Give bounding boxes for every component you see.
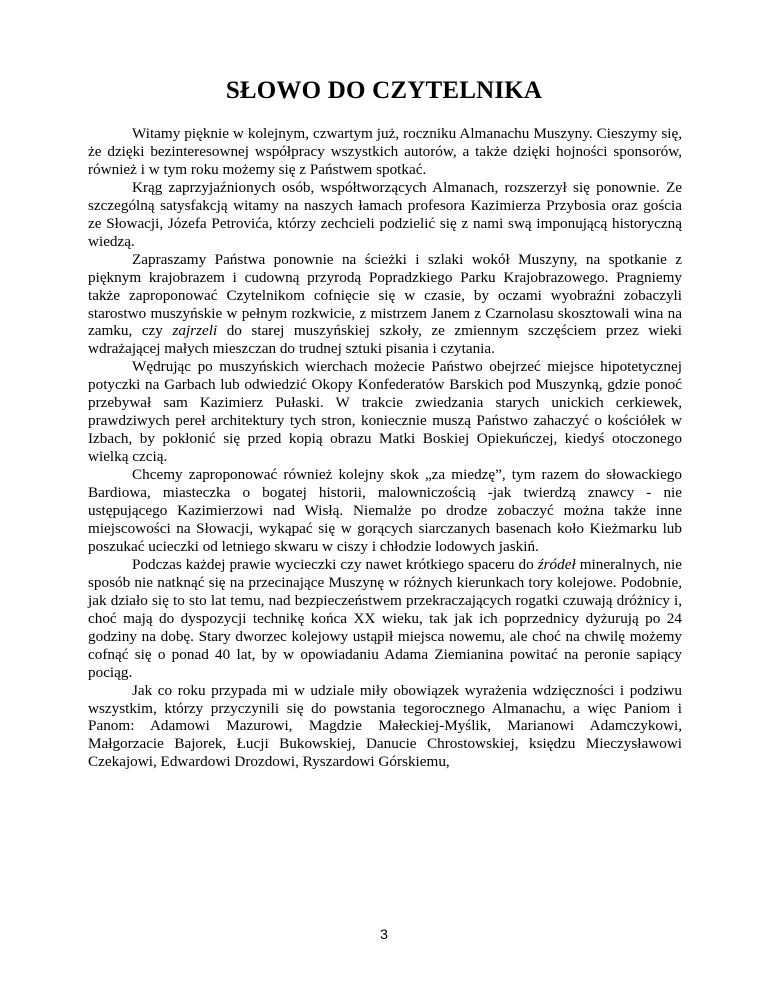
paragraph-3-text-before: Zapraszamy Państwa ponownie na ścieżki i szlaki wokół Muszyny, na spotkanie z pięknym krajobrazem i cudowną przyrodą Popradzkiego Parku Krajobrazowego. Pragniemy także zaproponować Czytelnikom cofnięcie się w czasie, by oczami wyobraźni zobaczyli starostwo muszyńskie w pełnym rozkwicie, z mistrzem Janem z Czarnolasu skosztowali wina na zamku, czy bbox=[88, 250, 682, 340]
paragraph-3-text-after: do starej muszyńskiej szkoły, ze zmiennym szczęściem przez wieki wdrażającej małych mieszczan do trudnej sztuki pisania i czytania. bbox=[88, 322, 682, 358]
body-text bbox=[88, 125, 682, 771]
paragraph-3 bbox=[88, 251, 682, 359]
paragraph-6-text-after: mineralnych, nie sposób nie natknąć się na przecinające Muszynę w różnych kierunkach tory kolejowe. Podobnie, jak działo się to sto lat temu, nad bezpieczeństwem przekraczających rogatki czuwają dróżnicy i, choć mają do dyspozycji technikę końca XX wieku, tak jak ich poprzednicy dyżurują po 24 godziny na dobę. Stary dworzec kolejowy ustąpił miejsca nowemu, ale choć na chwilę możemy cofnąć się o ponad 40 lat, by w opowiadaniu Adama Ziemianina powitać na peronie sapiący pociąg. bbox=[88, 555, 682, 681]
paragraph-6-text-before: Podczas każdej prawie wycieczki czy nawet krótkiego spaceru do bbox=[132, 555, 538, 573]
paragraph-4: Wędrując po muszyńskich wierchach możecie Państwo obejrzeć miejsce hipotetycznej potyczki na Garbach lub odwiedzić Okopy Konfederatów Barskich pod Muszynką, gdzie ponoć przebywał sam Kazimierz Pułaski. W trakcie zwiedzania starych unickich cerkiewek, prawdziwych pereł architektury tych stron, koniecznie muszą Państwo zahaczyć o kościółek w Izbach, by pokłonić się przed kopią obrazu Matki Boskiej Opiekuńczej, kiedyś otoczonego wielką czcią. bbox=[88, 358, 682, 466]
paragraph-5: Chcemy zaproponować również kolejny skok „za miedzę”, tym razem do słowackiego Bardiowa, miasteczka o bogatej historii, malowniczością -jak twierdzą znawcy - nie ustępującego Kazimierzowi nad Wisłą. Niemalże po drodze zobaczyć można także inne miejscowości na Słowacji, wykąpać się w gorących siarczanych basenach koło Kieżmarku lub poszukać ucieczki od letniego skwaru w ciszy i chłodzie lodowych jaskiń. bbox=[88, 466, 682, 555]
page-title: SŁOWO DO CZYTELNIKA bbox=[225, 77, 543, 104]
paragraph-3-emphasis: zajrzeli bbox=[172, 322, 218, 340]
paragraph-6-emphasis: źródeł bbox=[537, 555, 576, 573]
paragraph-2: Krąg zaprzyjaźnionych osób, współtworzących Almanach, rozszerzył się ponownie. Ze szczególną satysfakcją witamy na naszych łamach profesora Kazimierza Przybosia oraz gościa ze Słowacji, Józefa Petrovića, którzy zechcieli podzielić się z nami swą imponującą historyczną wiedzą. bbox=[88, 178, 682, 250]
paragraph-6 bbox=[88, 556, 682, 682]
paragraph-7: Jak co roku przypada mi w udziale miły obowiązek wyrażenia wdzięczności i podziwu wszystkim, którzy przyczynili się do powstania tegorocznego Almanachu, a więc Paniom i Panom: Adamowi Mazurowi, Magdzie Małeckiej-Myślik, Marianowi Adamczykowi, Małgorzacie Bajorek, Łucji Bukowskiej, Danucie Chrostowskiej, księdzu Mieczysławowi Czekajowi, Edwardowi Drozdowi, Ryszardowi Górskiemu, bbox=[88, 681, 682, 771]
page-number: 3 bbox=[380, 926, 388, 942]
paragraph-1: Witamy pięknie w kolejnym, czwartym już, roczniku Almanachu Muszyny. Cieszymy się, że dzięki bezinteresownej współpracy wszystkich autorów, a także dzięki hojności sponsorów, również i w tym roku możemy się z Państwem spotkać. bbox=[88, 125, 682, 178]
